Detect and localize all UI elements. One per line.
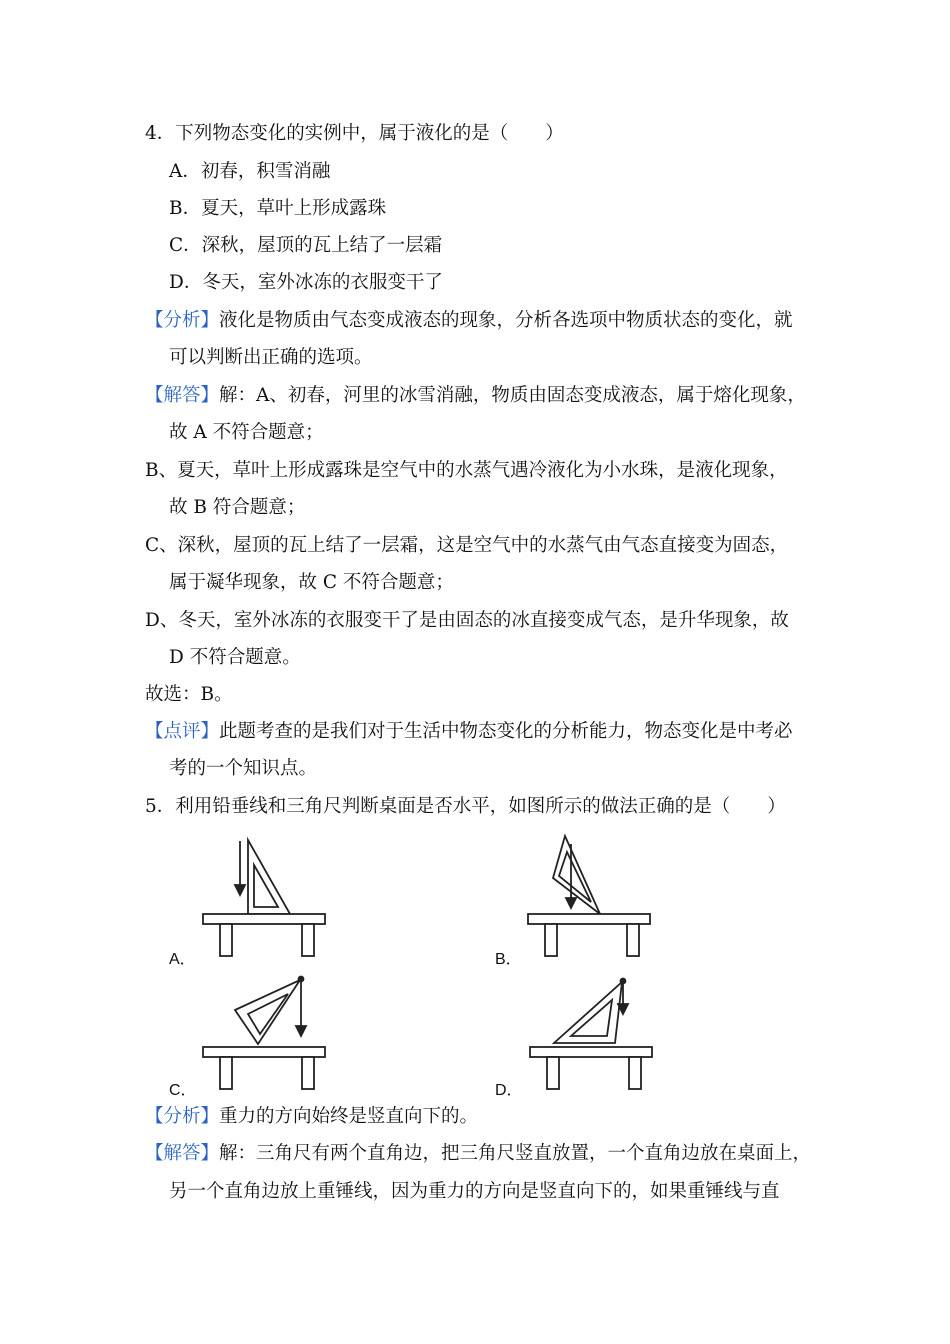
q5-analysis [145,1105,478,1129]
q5-solution [145,1142,811,1166]
table-b [528,914,650,956]
figure-d [527,972,657,1094]
comment-tag: 【点评】 [145,721,220,742]
q4-option-c: C．深秋，屋顶的瓦上结了一层霜 [169,235,443,256]
q5-option-c-label: C． [169,1082,197,1099]
q4-solution-line-3: B、夏天，草叶上形成露珠是空气中的水蒸气遇冷液化为小水珠，是液化现象， [145,460,788,481]
q4-solution-line-5: C、深秋，屋顶的瓦上结了一层霜，这是空气中的水蒸气由气态直接变为固态， [145,535,789,556]
analysis-tag: 【分析】 [145,1106,220,1127]
triangle-ruler-c [235,980,300,1044]
q4-analysis [145,309,793,333]
figure-c [200,972,330,1094]
q5-analysis-text: 重力的方向始终是竖直向下的。 [219,1106,479,1127]
q5-solution-line-2: 另一个直角边放上重锤线，因为重力的方向是竖直向下的，如果重锤线与直 [169,1181,780,1202]
q4-stem: 4．下列物态变化的实例中，属于液化的是（ ） [145,123,564,144]
q4-comment-text-1: 此题考查的是我们对于生活中物态变化的分析能力，物态变化是中考必 [219,721,793,742]
q4-comment-text-2: 考的一个知识点。 [169,758,318,779]
q5-stem: 5．利用铅垂线和三角尺判断桌面是否水平，如图所示的做法正确的是（ ） [145,796,786,817]
q4-option-a: A．初春，积雪消融 [169,161,331,182]
triangle-ruler-d [554,982,622,1043]
figure-b [525,830,655,960]
q4-solution-line-6: 属于凝华现象，故 C 不符合题意； [169,572,454,593]
q4-final-answer: 故选：B。 [145,684,233,705]
q4-solution [145,384,806,408]
q5-option-a-label: A． [169,951,196,968]
triangle-ruler-a [248,840,290,914]
q4-solution-line-1: 解：A、初春，河里的冰雪消融，物质由固态变成液态，属于熔化现象， [219,385,806,406]
q4-analysis-text-2: 可以判断出正确的选项。 [169,347,373,368]
analysis-tag: 【分析】 [145,310,220,331]
figure-a [200,835,330,960]
q4-analysis-text-1: 液化是物质由气态变成液态的现象，分析各选项中物质状态的变化，就 [219,310,793,331]
q4-comment [145,720,793,744]
triangle-ruler-b [553,836,600,914]
table-d [530,1047,652,1089]
table-a [203,914,325,956]
q4-solution-line-4: 故 B 符合题意； [169,497,306,518]
q4-option-b: B．夏天，草叶上形成露珠 [169,198,387,219]
q4-solution-line-8: D 不符合题意。 [169,647,301,668]
solution-tag: 【解答】 [145,385,220,406]
q5-solution-line-1: 解：三角尺有两个直角边，把三角尺竖直放置，一个直角边放在桌面上， [219,1143,812,1164]
solution-tag: 【解答】 [145,1143,220,1164]
plumb-line-a [235,841,245,895]
q4-solution-line-7: D、冬天，室外冰冻的衣服变干了是由固态的冰直接变成气态，是升华现象，故 [145,610,789,631]
q5-option-b-label: B． [495,951,522,968]
q5-option-d-label: D． [495,1082,523,1099]
table-c [203,1047,325,1089]
q4-solution-line-2: 故 A 不符合题意； [169,422,324,443]
q4-option-d: D．冬天，室外冰冻的衣服变干了 [169,272,443,293]
